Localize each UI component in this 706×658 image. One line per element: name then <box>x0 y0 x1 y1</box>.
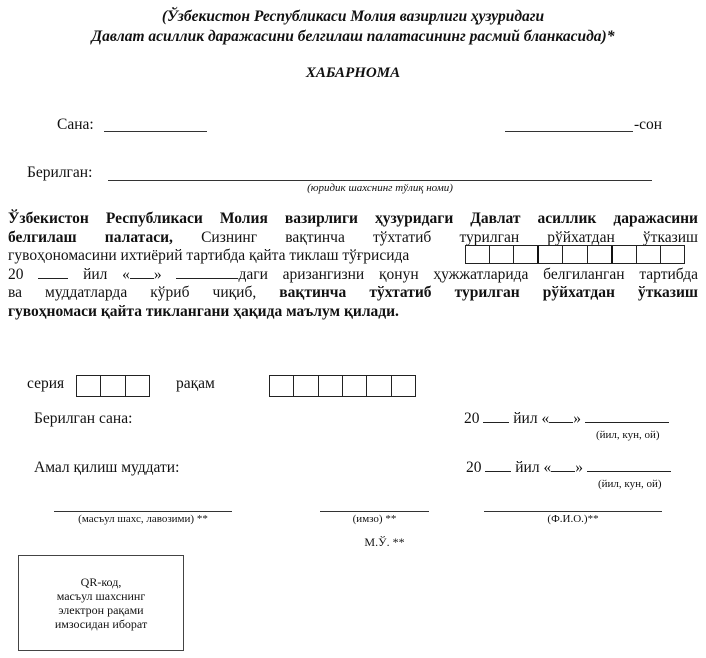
day-close: » <box>153 265 162 283</box>
issued-to-field[interactable] <box>108 180 652 181</box>
number-boxes <box>269 375 416 397</box>
day-blank[interactable] <box>130 266 154 279</box>
number-box[interactable] <box>319 376 343 396</box>
body-row-5-plain: ва муддатларда кўриб чиқиб, <box>8 284 257 302</box>
qr-code-box <box>18 555 184 651</box>
qr-line-1: QR-код, <box>80 575 122 589</box>
body-row-4-rest: даги аризангизни қонун ҳужжатларида белгиланган тартибда <box>238 265 699 283</box>
date-label: Сана: <box>57 116 94 133</box>
signature-caption: (имзо) ** <box>352 513 397 525</box>
issued-to-label: Берилган: <box>27 164 93 181</box>
stamp-placeholder: М.Ў. ** <box>364 535 405 549</box>
full-name-field[interactable] <box>484 511 662 512</box>
number-box[interactable] <box>367 376 391 396</box>
body-row-3-text: гувоҳономасини ихтиёрий тартибда қайта тиклаш тўғрисида <box>8 247 410 265</box>
body-row-2-rest: Сизнинг вақтинча тўхтатиб турилган рўйхатдан ўтказиш <box>172 228 698 246</box>
restore-code-boxes <box>465 245 685 264</box>
signature-field[interactable] <box>320 511 429 512</box>
qr-line-2: масъул шахснинг <box>56 589 146 603</box>
body-row-5-bold: вақтинча тўхтатиб турилган рўйхатдан ўтказиш <box>256 284 699 302</box>
issued-date-row <box>464 410 669 428</box>
series-box[interactable] <box>101 376 125 396</box>
code-box[interactable] <box>490 246 514 263</box>
body-row-4 <box>8 266 698 285</box>
code-box[interactable] <box>514 246 539 263</box>
body-row-5 <box>8 284 698 303</box>
position-field[interactable] <box>54 511 232 512</box>
year-blank[interactable] <box>38 266 68 279</box>
validity-day-blank[interactable] <box>551 459 575 472</box>
validity-year-blank[interactable] <box>485 459 511 472</box>
code-box[interactable] <box>466 246 490 263</box>
number-box[interactable] <box>294 376 318 396</box>
number-box[interactable] <box>343 376 367 396</box>
validity-month-blank[interactable] <box>587 459 671 472</box>
issued-year-prefix: 20 <box>464 410 480 427</box>
code-box[interactable] <box>563 246 587 263</box>
number-suffix: -сон <box>634 116 663 133</box>
code-box[interactable] <box>637 246 661 263</box>
issued-to-caption: (юридик шахснинг тўлиқ номи) <box>307 182 453 194</box>
qr-line-3: электрон рақами <box>58 603 144 617</box>
body-row-6: гувоҳномаси қайта тиклангани ҳақида маълум қилади. <box>8 302 399 320</box>
code-box[interactable] <box>661 246 684 263</box>
full-name-caption: (Ф.И.О.)** <box>547 513 599 525</box>
series-label: серия <box>27 375 65 392</box>
notice-body <box>8 210 698 322</box>
month-blank[interactable] <box>176 266 238 279</box>
number-field[interactable] <box>505 131 633 132</box>
code-box[interactable] <box>613 246 637 263</box>
issued-month-blank[interactable] <box>585 410 669 423</box>
body-row-1: Ўзбекистон Республикаси Молия вазирлиги ҳузуридаги Давлат асиллик даражасини <box>8 210 698 227</box>
issued-year-blank[interactable] <box>483 410 509 423</box>
issued-day-blank[interactable] <box>549 410 573 423</box>
number-label: рақам <box>176 375 215 392</box>
number-box[interactable] <box>270 376 294 396</box>
number-box[interactable] <box>392 376 415 396</box>
validity-date-row <box>466 459 671 477</box>
series-boxes <box>76 375 150 397</box>
issued-day-close: » <box>573 410 581 427</box>
validity-year-prefix: 20 <box>466 459 482 476</box>
header-line-2: Давлат асиллик даражасини белгилаш палатасининг расмий бланкасида)* <box>91 28 615 45</box>
validity-caption: (йил, кун, ой) <box>598 478 662 490</box>
position-caption: (масъул шахс, лавозими) ** <box>78 513 208 525</box>
issued-date-label: Берилган сана: <box>34 410 133 427</box>
code-box[interactable] <box>588 246 613 263</box>
validity-day-close: » <box>575 459 583 476</box>
validity-label: Амал қилиш муддати: <box>34 459 180 476</box>
year-prefix: 20 <box>8 265 24 283</box>
issued-year-label: йил « <box>513 410 550 427</box>
document-title: ХАБАРНОМА <box>305 65 401 81</box>
header-line-1: (Ўзбекистон Республикаси Молия вазирлиги ҳузуридаги <box>161 8 545 25</box>
qr-line-4: имзосидан иборат <box>54 617 148 631</box>
issued-date-caption: (йил, кун, ой) <box>596 429 660 441</box>
year-label: йил « <box>83 265 130 283</box>
series-box[interactable] <box>126 376 149 396</box>
code-box[interactable] <box>539 246 563 263</box>
validity-year-label: йил « <box>515 459 552 476</box>
body-row-2-bold: белгилаш палатаси, <box>8 228 173 246</box>
series-box[interactable] <box>77 376 101 396</box>
date-field[interactable] <box>104 131 207 132</box>
